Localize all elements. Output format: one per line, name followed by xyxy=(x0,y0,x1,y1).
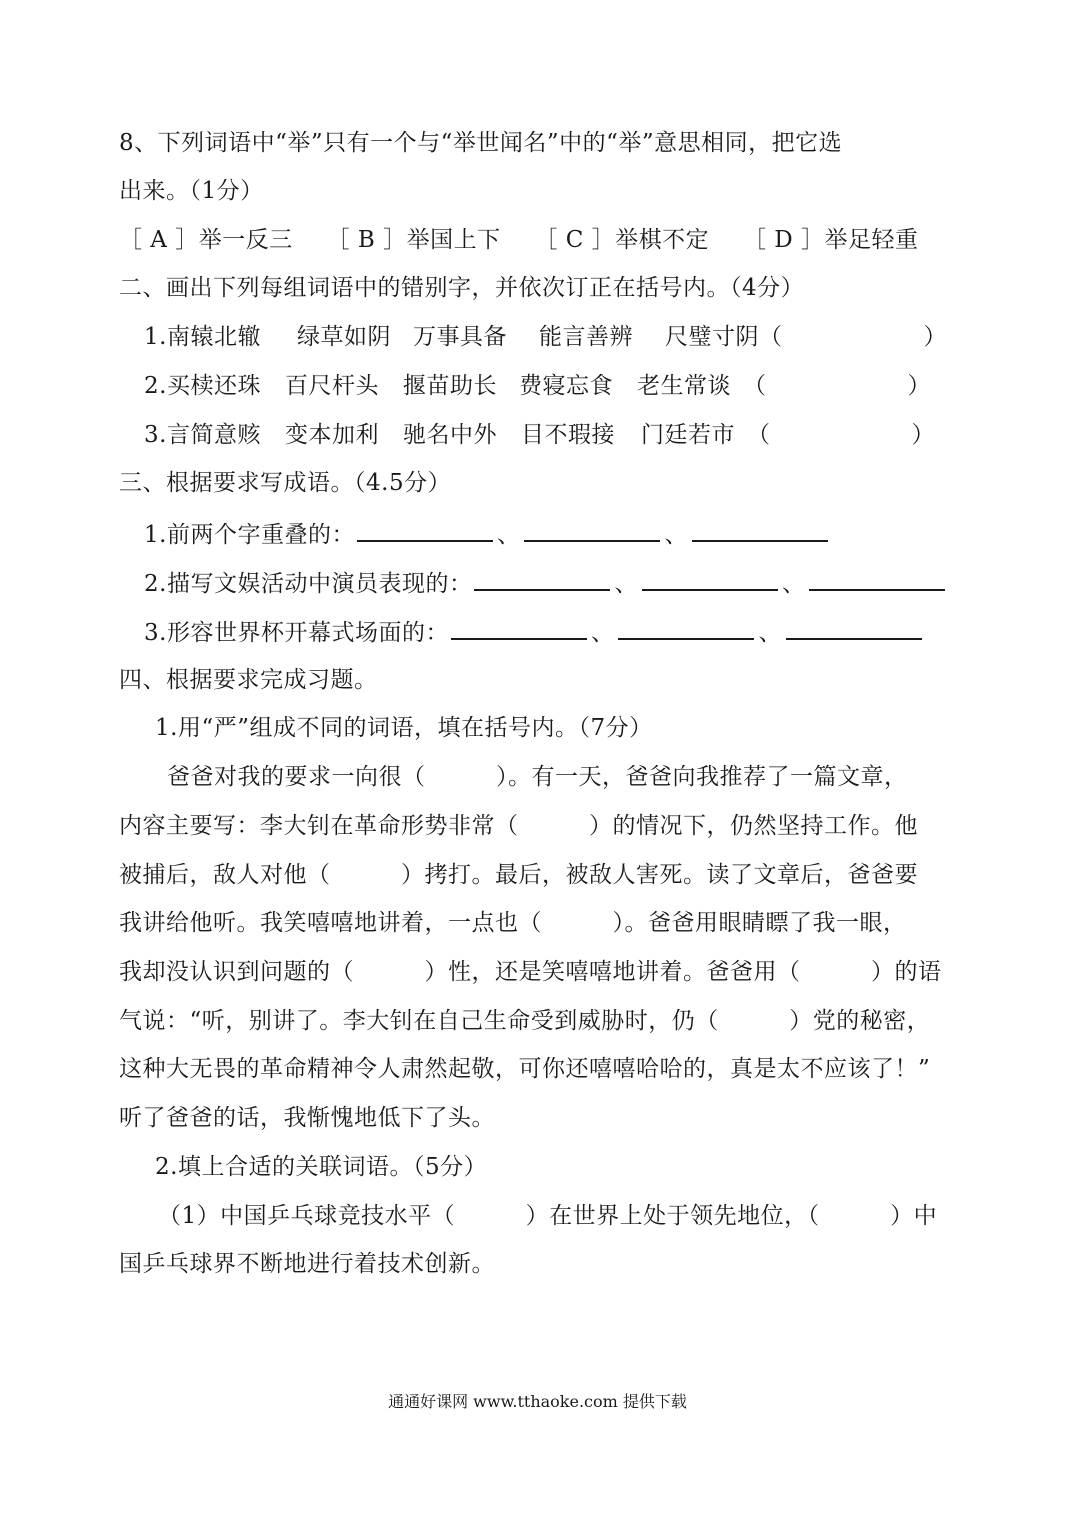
s2-row-2-word-3: 揠苗助长 xyxy=(402,373,497,399)
s2-row-2-paren: （ ） xyxy=(742,373,931,399)
s2-row-1-word-1: 南辕北辙 xyxy=(166,324,261,350)
s2-row-3-word-5: 门廷若市 xyxy=(640,422,735,448)
section-4-title: 四、根据要求完成习题。 xyxy=(119,667,378,693)
s2-row-2-num: 2. xyxy=(144,373,167,399)
q8-line-1: 8、下列词语中“举”只有一个与“举世闻名”中的“举”意思相同，把它选 xyxy=(119,130,843,156)
s2-row-1-paren: （ ） xyxy=(758,324,947,350)
s3-item-3-label: 3.形容世界杯开幕式场面的： xyxy=(144,620,449,646)
s2-row-1-num: 1. xyxy=(144,324,167,350)
paragraph-line-3: 被捕后，敌人对他（ ）拷打。最后，被敌人害死。读了文章后，爸爸要 xyxy=(119,862,918,888)
s3-item-1-label: 1.前两个字重叠的： xyxy=(144,522,355,548)
separator: 、 xyxy=(496,522,521,548)
answer-blank[interactable] xyxy=(524,518,660,542)
answer-blank[interactable] xyxy=(618,616,754,640)
s2-row-3-word-3: 驰名中外 xyxy=(402,422,497,448)
s2-row-3-paren: （ ） xyxy=(746,422,935,448)
s2-row-2-word-5: 老生常谈 xyxy=(636,373,731,399)
s2-row-1-word-2: 绿草如阴 xyxy=(296,324,391,350)
paragraph-line-7: 这种大无畏的革命精神令人肃然起敬，可你还嘻嘻哈哈的，真是太不应该了！” xyxy=(119,1056,931,1082)
paragraph-line-4: 我讲给他听。我笑嘻嘻地讲着，一点也（ ）。爸爸用眼睛瞟了我一眼， xyxy=(119,910,907,936)
section-3-title: 三、根据要求写成语。（4.5分） xyxy=(119,470,452,496)
s2-row-1-word-4: 能言善辨 xyxy=(538,324,633,350)
q8-option-d: ［ D ］举足轻重 xyxy=(742,227,919,253)
q8-options xyxy=(119,225,919,255)
paragraph-line-6: 气说：“听，别讲了。李大钊在自己生命受到威胁时，仍（ ）党的秘密， xyxy=(119,1008,931,1034)
answer-blank[interactable] xyxy=(451,616,587,640)
answer-blank[interactable] xyxy=(642,567,778,591)
paragraph-line-2: 内容主要写：李大钊在革命形势非常（ ）的情况下，仍然坚持工作。他 xyxy=(119,813,918,839)
s3-item-3 xyxy=(144,616,924,648)
s4-q2-line-2: 国乒乓球界不断地进行着技术创新。 xyxy=(119,1251,495,1277)
s2-row-1-word-5: 尺璧寸阴 xyxy=(664,324,759,350)
s4-q1-title: 1.用“严”组成不同的词语，填在括号内。（7分） xyxy=(155,715,653,741)
s2-row-2-word-2: 百尺杆头 xyxy=(284,373,379,399)
s3-item-1 xyxy=(144,518,830,550)
q8-option-b: ［ B ］举国上下 xyxy=(326,227,501,253)
s2-row-3-word-2: 变本加利 xyxy=(284,422,379,448)
s3-item-2-label: 2.描写文娱活动中演员表现的： xyxy=(144,571,473,597)
separator: 、 xyxy=(781,571,806,597)
s2-row-1-word-3: 万事具备 xyxy=(412,324,507,350)
s2-row-3 xyxy=(144,420,935,450)
answer-blank[interactable] xyxy=(357,518,493,542)
page-footer: 通通好课网 www.tthaoke.com 提供下载 xyxy=(388,1392,687,1411)
answer-blank[interactable] xyxy=(786,616,922,640)
s2-row-3-word-1: 言简意赅 xyxy=(166,422,261,448)
s3-item-2 xyxy=(144,567,947,599)
section-2-title: 二、画出下列每组词语中的错别字，并依次订正在括号内。（4分） xyxy=(119,275,805,301)
s2-row-3-num: 3. xyxy=(144,422,167,448)
separator: 、 xyxy=(590,620,615,646)
q8-line-2: 出来。（1分） xyxy=(119,178,264,204)
paragraph-line-5: 我却没认识到问题的（ ）性，还是笑嘻嘻地讲着。爸爸用（ ）的语 xyxy=(119,959,942,985)
s2-row-2 xyxy=(144,371,931,401)
q8-option-a: ［ A ］举一反三 xyxy=(119,227,293,253)
s2-row-2-word-4: 费寝忘食 xyxy=(518,373,613,399)
paragraph-line-1: 爸爸对我的要求一向很（ ）。有一天，爸爸向我推荐了一篇文章， xyxy=(167,764,908,790)
separator: 、 xyxy=(664,522,688,548)
paragraph-line-8: 听了爸爸的话，我惭愧地低下了头。 xyxy=(119,1105,495,1131)
s2-row-2-word-1: 买椟还珠 xyxy=(166,373,261,399)
s2-row-1 xyxy=(144,322,947,352)
separator: 、 xyxy=(614,571,638,597)
s4-q2-line-1: （1）中国乒乓球竞技水平（ ）在世界上处于领先地位，（ ）中 xyxy=(158,1203,938,1229)
answer-blank[interactable] xyxy=(474,567,610,591)
s2-row-3-word-4: 目不瑕接 xyxy=(520,422,615,448)
s4-q2-title: 2.填上合适的关联词语。（5分） xyxy=(155,1154,488,1180)
answer-blank[interactable] xyxy=(809,567,945,591)
q8-option-c: ［ C ］举棋不定 xyxy=(534,227,710,253)
separator: 、 xyxy=(758,620,782,646)
answer-blank[interactable] xyxy=(692,518,828,542)
